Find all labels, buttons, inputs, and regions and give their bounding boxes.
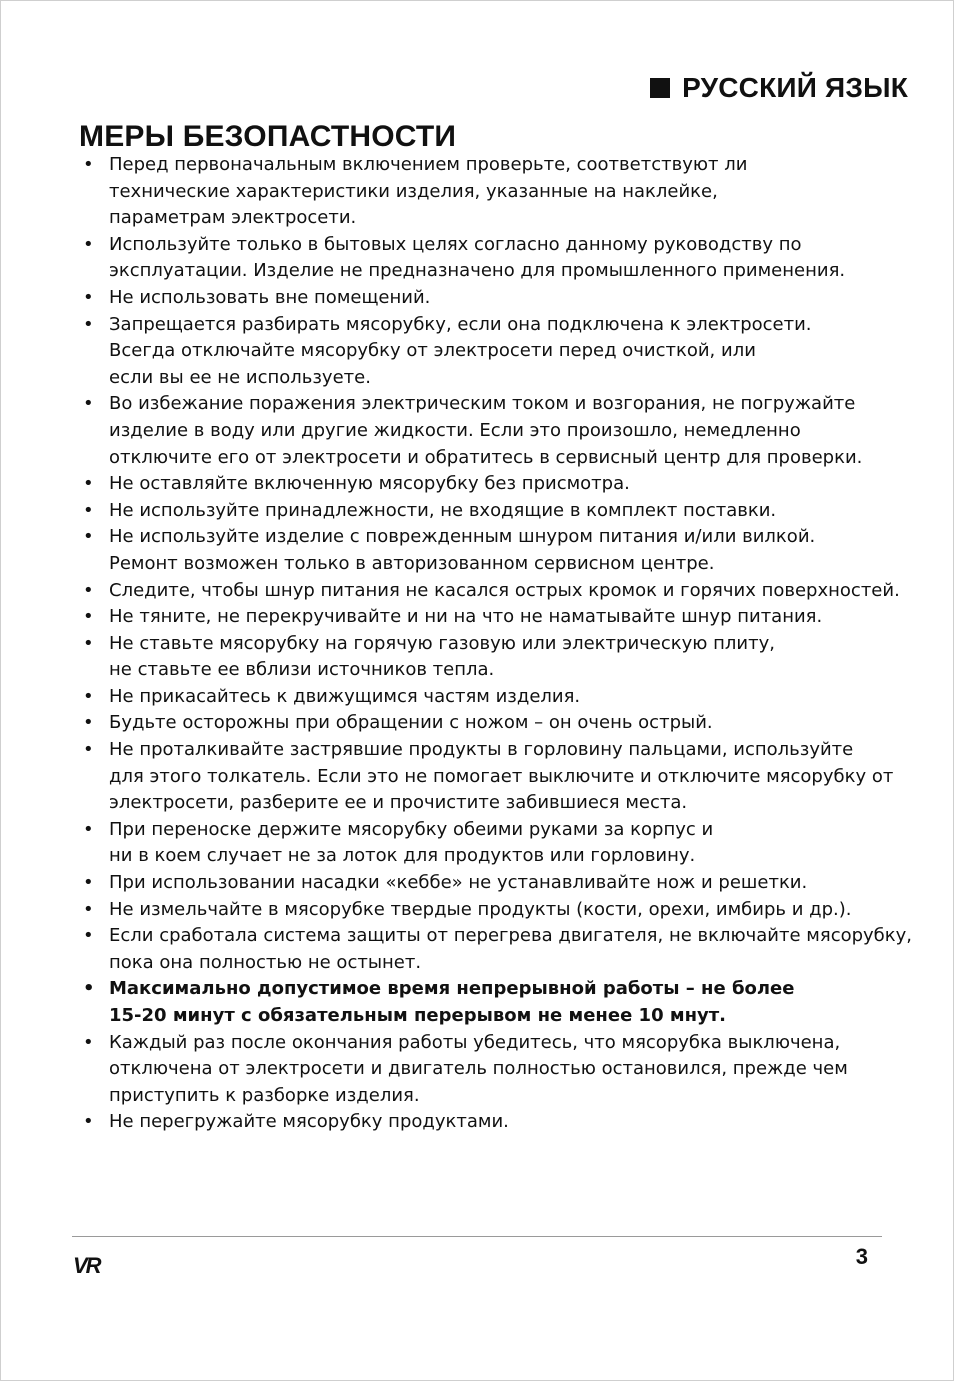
- safety-rule-line: не ставьте ее вблизи источников тепла.: [109, 659, 495, 681]
- safety-rule-line: Ремонт возможен только в авторизованном сервисном центре.: [109, 552, 715, 574]
- safety-rules-list: [82, 152, 913, 1136]
- safety-rule-line: • Следите, чтобы шнур питания не касался острых кромок и горячих поверхностей.: [109, 579, 900, 601]
- safety-rule-line: • Не перегружайте мясорубку продуктами.: [109, 1111, 509, 1133]
- safety-rule-line: • Максимально допустимое время непрерывной работы – не более: [109, 978, 795, 1000]
- safety-rule-item: [82, 232, 902, 285]
- safety-rule-line: 15-20 минут с обязательным перерывом не менее 10 мнут.: [109, 1005, 727, 1026]
- brand-logo: VR: [73, 1253, 100, 1278]
- safety-rule-item: [82, 870, 902, 897]
- safety-rule-line: • Не проталкивайте застрявшие продукты в горловину пальцами, используйте: [109, 739, 854, 761]
- safety-rule-item: [82, 1030, 902, 1110]
- safety-rule-line: • Не прикасайтесь к движущимся частям изделия.: [109, 685, 581, 707]
- safety-rule-line: • Не использовать вне помещений.: [109, 286, 431, 308]
- safety-rule-line: • Не оставляйте включенную мясорубку без присмотра.: [109, 473, 630, 495]
- safety-rule-line: пока она полностью не остынет.: [109, 951, 422, 973]
- safety-rule-item: [82, 684, 902, 711]
- safety-rule-line: • Используйте только в бытовых целях согласно данному руководству по: [109, 233, 802, 255]
- language-title: РУССКИЙ ЯЗЫК: [682, 72, 908, 103]
- safety-rule-item: [82, 631, 902, 684]
- safety-rule-item: [82, 976, 902, 1029]
- page-number: 3: [855, 1244, 868, 1269]
- safety-rule-line: • Не тяните, не перекручивайте и ни на что не наматывайте шнур питания.: [109, 606, 823, 628]
- safety-rule-item: [82, 498, 902, 525]
- safety-rule-line: для этого толкатель. Если это не помогает выключите и отключите мясорубку от: [109, 765, 894, 787]
- safety-rule-line: ни в коем случает не за лоток для продуктов или горловину.: [109, 845, 696, 867]
- safety-rule-item: [82, 737, 902, 817]
- safety-rule-item: [82, 312, 902, 392]
- safety-rule-item: [82, 1109, 902, 1136]
- safety-rule-item: [82, 897, 902, 924]
- safety-rule-item: [82, 391, 902, 471]
- safety-rule-line: • При использовании насадки «кеббе» не устанавливайте нож и решетки.: [109, 872, 808, 894]
- safety-rule-line: • Не используйте изделие с поврежденным шнуром питания и/или вилкой.: [109, 526, 816, 548]
- safety-rule-item: [82, 285, 902, 312]
- safety-rule-line: • Не используйте принадлежности, не входящие в комплект поставки.: [109, 499, 777, 521]
- safety-rule-item: [82, 923, 913, 976]
- safety-rule-line: • При переноске держите мясорубку обеими руками за корпус и: [109, 818, 714, 840]
- safety-rule-line: • Во избежание поражения электрическим током и возгорания, не погружайте: [109, 393, 856, 415]
- safety-rule-line: если вы ее не используете.: [109, 366, 371, 388]
- safety-rule-line: • Перед первоначальным включением проверьте, соответствуют ли: [109, 154, 748, 175]
- safety-rule-line: электросети, разберите ее и прочистите забившиеся места.: [109, 792, 688, 814]
- safety-rule-line: • Если сработала система защиты от перегрева двигателя, не включайте мясорубку,: [109, 925, 913, 947]
- square-bullet-icon: [650, 78, 670, 98]
- safety-rule-item: [82, 604, 902, 631]
- safety-rule-line: • Не измельчайте в мясорубке твердые продукты (кости, орехи, имбирь и др.).: [109, 898, 852, 920]
- safety-rule-item: [82, 152, 902, 232]
- footer-divider: [72, 1236, 882, 1237]
- section-title: МЕРЫ БЕЗОПАСТНОСТИ: [79, 120, 457, 153]
- safety-rule-line: • Запрещается разбирать мясорубку, если она подключена к электросети.: [109, 313, 812, 335]
- safety-rule-line: технические характеристики изделия, указанные на наклейке,: [109, 180, 718, 202]
- safety-rule-line: • Будьте осторожны при обращении с ножом – он очень острый.: [109, 712, 713, 734]
- safety-rule-line: Всегда отключайте мясорубку от электросети перед очисткой, или: [109, 340, 756, 362]
- safety-rule-line: • Не ставьте мясорубку на горячую газовую или электрическую плиту,: [109, 632, 775, 654]
- safety-rule-item: [82, 471, 902, 498]
- language-header: [650, 72, 908, 104]
- safety-rule-item: [82, 578, 902, 605]
- safety-rule-item: [82, 524, 902, 577]
- safety-rule-line: эксплуатации. Изделие не предназначено для промышленного применения.: [109, 260, 846, 282]
- safety-rule-line: изделие в воду или другие жидкости. Если это произошло, немедленно: [109, 419, 801, 441]
- safety-rule-item: [82, 710, 902, 737]
- safety-rule-line: отключена от электросети и двигатель полностью остановился, прежде чем: [109, 1058, 848, 1080]
- safety-rule-item: [82, 817, 902, 870]
- safety-rule-line: приступить к разборке изделия.: [109, 1084, 420, 1106]
- safety-rule-line: • Каждый раз после окончания работы убедитесь, что мясорубка выключена,: [109, 1031, 841, 1053]
- safety-rule-line: параметрам электросети.: [109, 207, 357, 229]
- safety-rule-line: отключите его от электросети и обратитесь в сервисный центр для проверки.: [109, 446, 863, 468]
